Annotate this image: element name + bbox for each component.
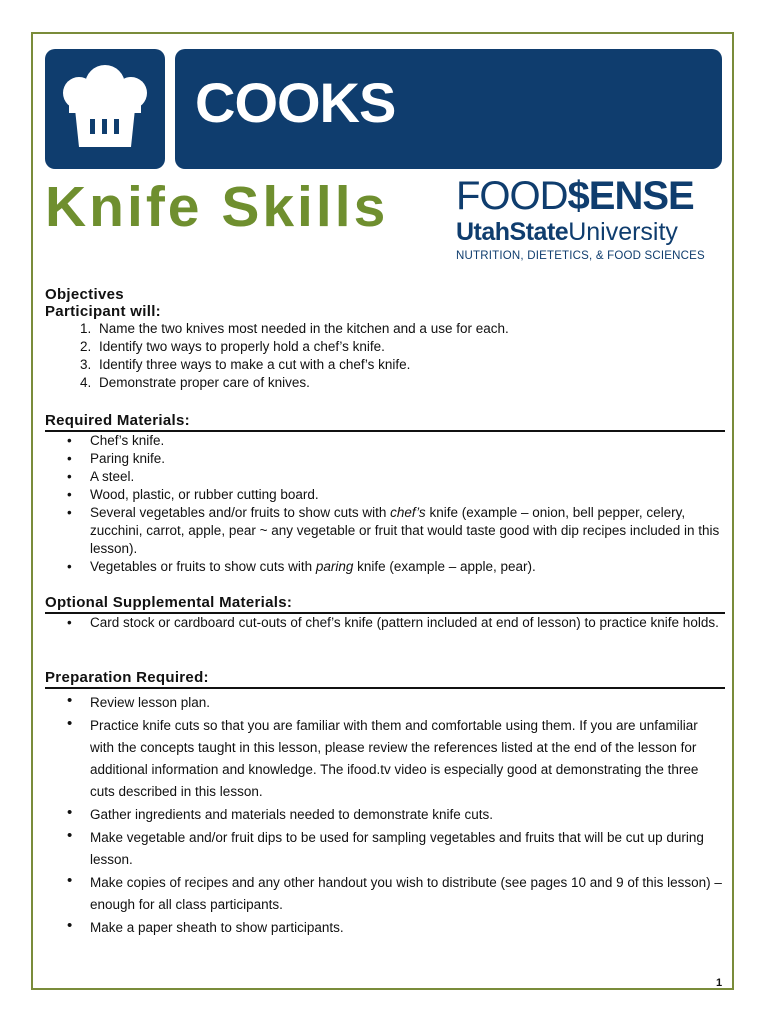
required-list [45, 432, 725, 576]
banner-title: COOKS [195, 71, 396, 134]
list-item: • Paring knife. [90, 450, 725, 468]
foodsense-sense: $ENSE [567, 174, 694, 218]
preparation-heading: Preparation Required: [45, 669, 725, 689]
foodsense-logo [456, 176, 728, 262]
objectives-section [45, 286, 725, 392]
required-section [45, 412, 725, 576]
list-item [90, 504, 725, 558]
objectives-heading: Objectives [45, 286, 124, 303]
item-text: Several vegetables and/or fruits to show cuts with [90, 505, 391, 520]
list-item: • Gather ingredients and materials needed to demonstrate knife cuts. [90, 804, 725, 826]
preparation-section [45, 669, 725, 939]
list-item: • Practice knife cuts so that you are familiar with them and comfortable using them. If you are unfamiliar with the concepts taught in this lesson, please review the references listed at the end of the lesson for additional information and knowledge. The ifood.tv video is especially good at demonstrating the three cuts described in this lesson. [90, 715, 725, 803]
participant-heading: Participant will: [45, 303, 161, 320]
list-item: • Make a paper sheath to show participants. [90, 917, 725, 939]
chef-hat-icon [45, 49, 165, 169]
list-item: • Chef’s knife. [90, 432, 725, 450]
item-emphasis: paring [315, 559, 354, 574]
chef-hat-logo [45, 49, 165, 169]
list-item: 4. Demonstrate proper care of knives. [95, 374, 725, 392]
item-emphasis: chef’s [390, 505, 426, 520]
item-text: knife (example – apple, pear). [353, 559, 536, 574]
required-heading: Required Materials: [45, 412, 725, 432]
preparation-list [45, 692, 725, 939]
item-text: Vegetables or fruits to show cuts with [90, 559, 316, 574]
optional-heading: Optional Supplemental Materials: [45, 594, 725, 614]
department-name: NUTRITION, DIETETICS, & FOOD SCIENCES [456, 249, 705, 262]
list-item: 2. Identify two ways to properly hold a chef’s knife. [95, 338, 725, 356]
list-item: • Make vegetable and/or fruit dips to be used for sampling vegetables and fruits that will be cut up during lesson. [90, 827, 725, 871]
list-item [90, 558, 725, 576]
list-item: 3. Identify three ways to make a cut with a chef’s knife. [95, 356, 725, 374]
objectives-list [45, 320, 725, 392]
foodsense-food: FOOD [456, 174, 568, 218]
usu-bold: UtahState [456, 218, 569, 246]
lesson-content [45, 286, 725, 940]
list-item: • Make copies of recipes and any other handout you wish to distribute (see pages 10 and 9 of this lesson) – enough for all class participants. [90, 872, 725, 916]
list-item: • Wood, plastic, or rubber cutting board. [90, 486, 725, 504]
list-item: 1. Name the two knives most needed in the kitchen and a use for each. [95, 320, 725, 338]
list-item: • A steel. [90, 468, 725, 486]
list-item: • Review lesson plan. [90, 692, 725, 714]
list-item: • Card stock or cardboard cut-outs of chef’s knife (pattern included at end of lesson) to practice knife holds. [90, 614, 725, 632]
usu-light: University [568, 218, 678, 246]
usu-wordmark [456, 218, 728, 247]
item-text: knife (example – onion, bell pepper, celery, zucchini, carrot, apple, pear ~ any vegetable or fruit that would taste good with dip recipes included in this lesson). [90, 505, 720, 556]
foodsense-wordmark [456, 176, 728, 216]
cooks-banner [175, 49, 722, 169]
optional-section [45, 594, 725, 632]
optional-list [45, 614, 725, 632]
page-number: 1 [716, 977, 723, 989]
lesson-title: Knife Skills [45, 175, 389, 239]
